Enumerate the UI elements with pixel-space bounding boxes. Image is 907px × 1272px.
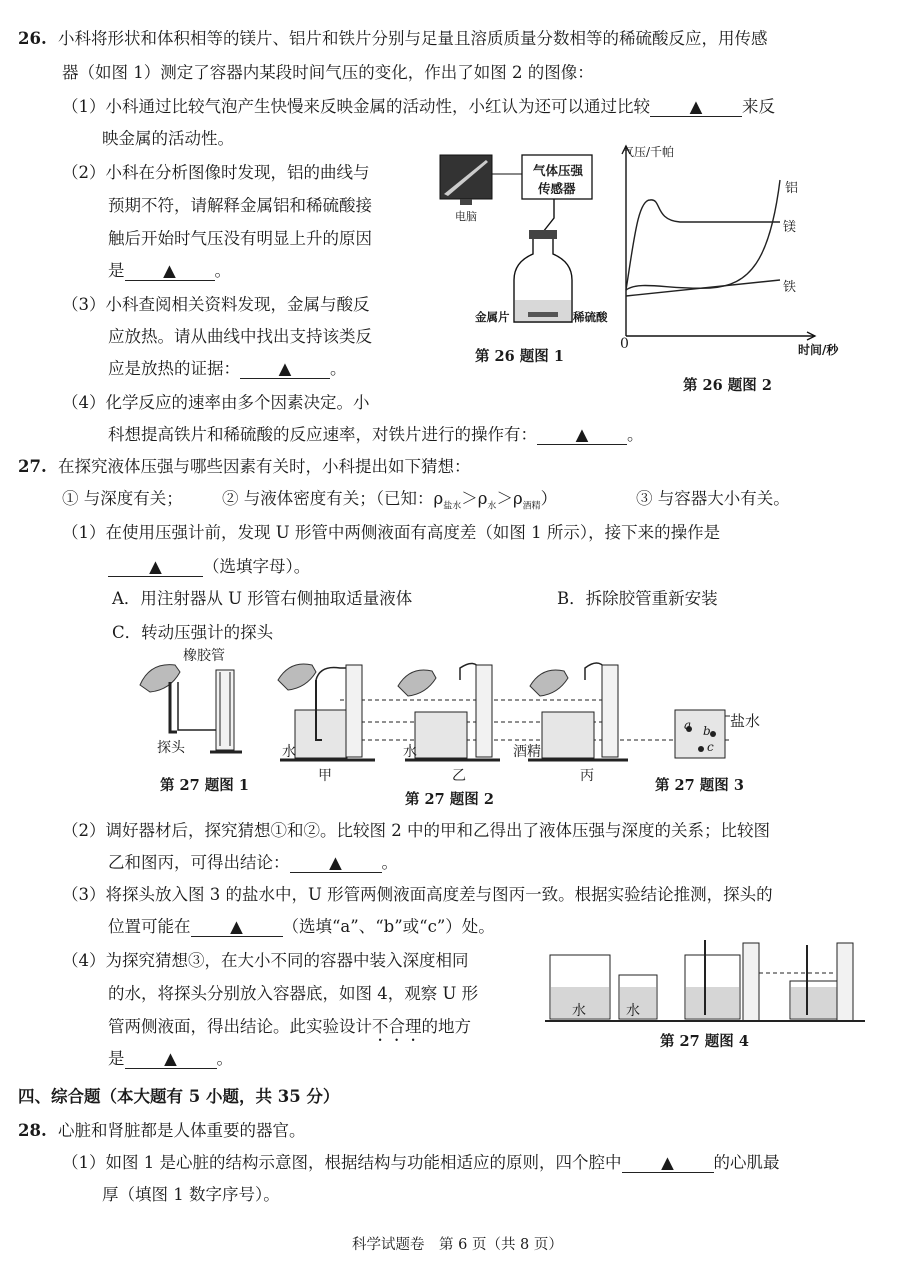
q26-part2-blank[interactable]: ▲ bbox=[125, 262, 215, 281]
setup4-water-2 bbox=[791, 987, 839, 1018]
origin-label: 0 bbox=[620, 336, 629, 352]
rubber-tube-label: 橡胶管 bbox=[183, 648, 225, 664]
q27-part4-text: 管两侧液面，得出结论。此实验设计 bbox=[108, 1017, 372, 1036]
q27-guess-2 bbox=[222, 488, 557, 517]
q26-part3-end: 。 bbox=[330, 359, 347, 378]
point-a-label: a bbox=[684, 718, 692, 732]
q26-part4-blank[interactable]: ▲ bbox=[537, 426, 627, 445]
q27-part1-text: （选填字母）。 bbox=[203, 557, 311, 576]
q27-figure4 bbox=[545, 935, 875, 1025]
rubber-tube bbox=[178, 682, 220, 730]
q27-part1-blank[interactable]: ▲ bbox=[108, 558, 203, 577]
q26-part1-text: （1）小科通过比较气泡产生快慢来反映金属的活动性，小红认为还可以通过比较 bbox=[62, 97, 650, 116]
point-c bbox=[698, 746, 704, 752]
label-bing: 丙 bbox=[580, 768, 594, 784]
monitor-stand bbox=[460, 199, 472, 205]
beaker-yi bbox=[415, 712, 467, 758]
beaker-jia bbox=[295, 710, 347, 758]
point-b-label: b bbox=[703, 724, 711, 738]
q26-part4-line2 bbox=[108, 424, 644, 446]
q27-part4-line2: 的水，将探头分别放入容器底，如图 4，观察 U 形 bbox=[108, 984, 479, 1003]
q26-part1-line1 bbox=[62, 96, 775, 118]
y-axis-label: 气压/千帕 bbox=[622, 145, 675, 159]
q26-part4-line1: （4）化学反应的速率由多个因素决定。小 bbox=[62, 393, 370, 412]
q27-fig1-caption: 第 27 题图 1 bbox=[160, 777, 249, 794]
setup4-gauge-2 bbox=[837, 943, 853, 1021]
q27-figures-123 bbox=[130, 650, 770, 770]
gauge-jia bbox=[346, 665, 362, 757]
q28-part1-line1 bbox=[62, 1152, 780, 1174]
q27-part3-text: 位置可能在 bbox=[108, 917, 191, 936]
q27-part2-text: 乙和图丙，可得出结论： bbox=[108, 853, 290, 872]
q27-part2-blank[interactable]: ▲ bbox=[290, 854, 382, 873]
iron-label: 铁 bbox=[783, 280, 797, 295]
q27-part3-blank[interactable]: ▲ bbox=[191, 918, 283, 937]
sensor-tube bbox=[543, 199, 554, 232]
magnesium-label: 镁 bbox=[783, 220, 797, 235]
q27-guess-2-text: ② 与液体密度有关；（已知：ρ bbox=[222, 489, 444, 508]
q27-stem: 在探究液体压强与哪些因素有关时，小科提出如下猜想： bbox=[58, 457, 471, 476]
q26-fig2-caption: 第 26 题图 2 bbox=[683, 377, 772, 394]
q28-part1-line2: 厚（填图 1 数字序号）。 bbox=[102, 1185, 280, 1204]
q27-part4-end: 。 bbox=[216, 1049, 233, 1068]
x-axis-label: 时间/秒 bbox=[798, 343, 839, 357]
q26-part3-text: 应是放热的证据： bbox=[108, 359, 240, 378]
q27-part2-end: 。 bbox=[381, 853, 398, 872]
q26-part3-line2: 应放热。请从曲线中找出支持该类反 bbox=[108, 327, 372, 346]
metal-label: 金属片 bbox=[475, 310, 510, 324]
hand-icon-yi bbox=[398, 670, 436, 696]
q26-part1-blank[interactable]: ▲ bbox=[650, 98, 742, 117]
magnesium-curve bbox=[626, 200, 780, 290]
q26-part2-line1: （2）小科在分析图像时发现，铝的曲线与 bbox=[62, 163, 370, 182]
q26-part1-tail: 来反 bbox=[742, 97, 775, 116]
q26-part2-end: 。 bbox=[214, 261, 231, 280]
water-label-jia: 水 bbox=[282, 744, 296, 760]
q26-part1-line2: 映金属的活动性。 bbox=[102, 129, 234, 148]
q26-part3-line1: （3）小科查阅相关资料发现，金属与酸反 bbox=[62, 295, 370, 314]
hand-icon-jia bbox=[278, 664, 316, 690]
point-c-label: c bbox=[707, 740, 714, 754]
q27-fig3-caption: 第 27 题图 3 bbox=[655, 777, 744, 794]
q26-part2-line2: 预期不符，请解释金属铝和稀硫酸接 bbox=[108, 196, 372, 215]
q27-guess-1: ① 与深度有关； bbox=[62, 489, 183, 508]
q26-fig2-graph bbox=[610, 140, 830, 360]
hand-icon-bing bbox=[530, 670, 568, 696]
rho-alcohol-sub: 酒精 bbox=[522, 501, 541, 512]
label-yi: 乙 bbox=[452, 768, 466, 784]
q27-guess-3: ③ 与容器大小有关。 bbox=[636, 489, 790, 508]
q26-part2-line3: 触后开始时气压没有明显上升的原因 bbox=[108, 229, 372, 248]
acid-liquid bbox=[515, 300, 571, 321]
q27-gt-2: ＞ρ bbox=[496, 489, 523, 508]
q27-guess-2-end: ） bbox=[540, 489, 558, 508]
alcohol-label: 酒精 bbox=[513, 744, 541, 760]
setup-bing bbox=[528, 663, 628, 760]
q27-option-c: C．转动压强计的探头 bbox=[112, 623, 274, 642]
aluminium-label: 铝 bbox=[785, 181, 799, 196]
q26-part4-end: 。 bbox=[627, 425, 644, 444]
q26-part3-line3 bbox=[108, 358, 347, 380]
q27-part3-end: （选填“a”、“b”或“c”）处。 bbox=[282, 917, 495, 936]
q27-part2-line1: （2）调好器材后，探究猜想①和②。比较图 2 中的甲和乙得出了液体压强与深度的关系；比较图 bbox=[62, 821, 770, 840]
probe-label: 探头 bbox=[157, 740, 185, 756]
beaker-bing bbox=[542, 712, 594, 758]
computer-label: 电脑 bbox=[455, 210, 477, 223]
q26-part3-blank[interactable]: ▲ bbox=[240, 360, 330, 379]
page-footer: 科学试题卷 第 6 页（共 8 页） bbox=[352, 1237, 563, 1253]
sensor-label-line2: 传感器 bbox=[538, 181, 576, 196]
q27-part4-line3 bbox=[108, 1016, 471, 1045]
q28-number: 28. bbox=[18, 1121, 47, 1140]
q28-stem: 心脏和肾脏都是人体重要的器官。 bbox=[58, 1121, 306, 1140]
q27-part3-line2 bbox=[108, 916, 495, 938]
iron-curve bbox=[626, 280, 780, 296]
flask-stopper bbox=[529, 230, 557, 239]
point-b bbox=[710, 731, 716, 737]
probe-stem bbox=[170, 682, 177, 732]
q27-part4-tail: 的地方 bbox=[421, 1017, 471, 1036]
q26-part2-text: 是 bbox=[108, 261, 125, 280]
q27-number: 27. bbox=[18, 457, 47, 476]
q27-option-b: B．拆除胶管重新安装 bbox=[557, 589, 718, 608]
tube-jia bbox=[316, 668, 348, 681]
q27-fig2-caption: 第 27 题图 2 bbox=[405, 791, 494, 808]
q26-part4-text: 科想提高铁片和稀硫酸的反应速率，对铁片进行的操作有： bbox=[108, 425, 537, 444]
q27-part4-blank[interactable]: ▲ bbox=[125, 1050, 217, 1069]
acid-label: 稀硫酸 bbox=[573, 310, 608, 324]
gauge-yi bbox=[476, 665, 492, 757]
hand-icon bbox=[140, 665, 180, 692]
q27-part3-line1: （3）将探头放入图 3 的盐水中，U 形管两侧液面高度差与图丙一致。根据实验结论推测，探头的 bbox=[62, 885, 773, 904]
q26-fig1-caption: 第 26 题图 1 bbox=[475, 348, 564, 365]
q27-gt-1: ＞ρ bbox=[461, 489, 488, 508]
sensor-label-line1: 气体压强 bbox=[533, 163, 584, 178]
q28-part1-blank[interactable]: ▲ bbox=[622, 1154, 714, 1173]
q27-part1-line2 bbox=[108, 556, 310, 578]
fig4-water-label-2: 水 bbox=[626, 1003, 640, 1019]
water-label-yi: 水 bbox=[403, 744, 417, 760]
q27-option-a: A．用注射器从 U 形管右侧抽取适量液体 bbox=[112, 589, 413, 608]
q27-part4-is: 是 bbox=[108, 1049, 125, 1068]
q27-fig4-caption: 第 27 题图 4 bbox=[660, 1033, 749, 1050]
fig4-water-label-1: 水 bbox=[572, 1003, 586, 1019]
rho-water-sub: 水 bbox=[487, 501, 497, 512]
q26-stem-line2: 器（如图 1）测定了容器内某段时间气压的变化，作出了如图 2 的图像： bbox=[62, 63, 594, 82]
setup4-gauge-1 bbox=[743, 943, 759, 1021]
q28-part1-text: （1）如图 1 是心脏的结构示意图，根据结构与功能相适应的原则，四个腔中 bbox=[62, 1153, 622, 1172]
gauge-bing bbox=[602, 665, 618, 757]
metal-plate bbox=[528, 312, 558, 317]
q27-part1-line1: （1）在使用压强计前，发现 U 形管中两侧液面有高度差（如图 1 所示），接下来的操作是 bbox=[62, 523, 721, 542]
q26-part2-line4 bbox=[108, 260, 231, 282]
section4-title: 四、综合题（本大题有 5 小题，共 35 分） bbox=[18, 1087, 340, 1106]
setup4-water-1 bbox=[686, 987, 739, 1018]
aluminium-curve bbox=[626, 180, 780, 290]
u-tube-board bbox=[216, 670, 234, 750]
q26-number: 26. bbox=[18, 29, 47, 48]
q27-fig1-gauge bbox=[140, 665, 242, 752]
rho-brine-sub: 盐水 bbox=[443, 501, 462, 512]
q27-part4-emphasis: 不合理 bbox=[372, 1017, 422, 1036]
q26-stem-line1: 小科将形状和体积相等的镁片、铝片和铁片分别与足量且溶质质量分数相等的稀硫酸反应，用传感 bbox=[58, 29, 768, 48]
brine-label: 盐水 bbox=[730, 712, 761, 730]
q27-part2-line2 bbox=[108, 852, 398, 874]
q28-part1-tail: 的心肌最 bbox=[713, 1153, 780, 1172]
label-jia: 甲 bbox=[318, 768, 332, 784]
q27-part4-line1: （4）为探究猜想③，在大小不同的容器中装入深度相同 bbox=[62, 951, 469, 970]
q27-part4-line4 bbox=[108, 1048, 233, 1070]
